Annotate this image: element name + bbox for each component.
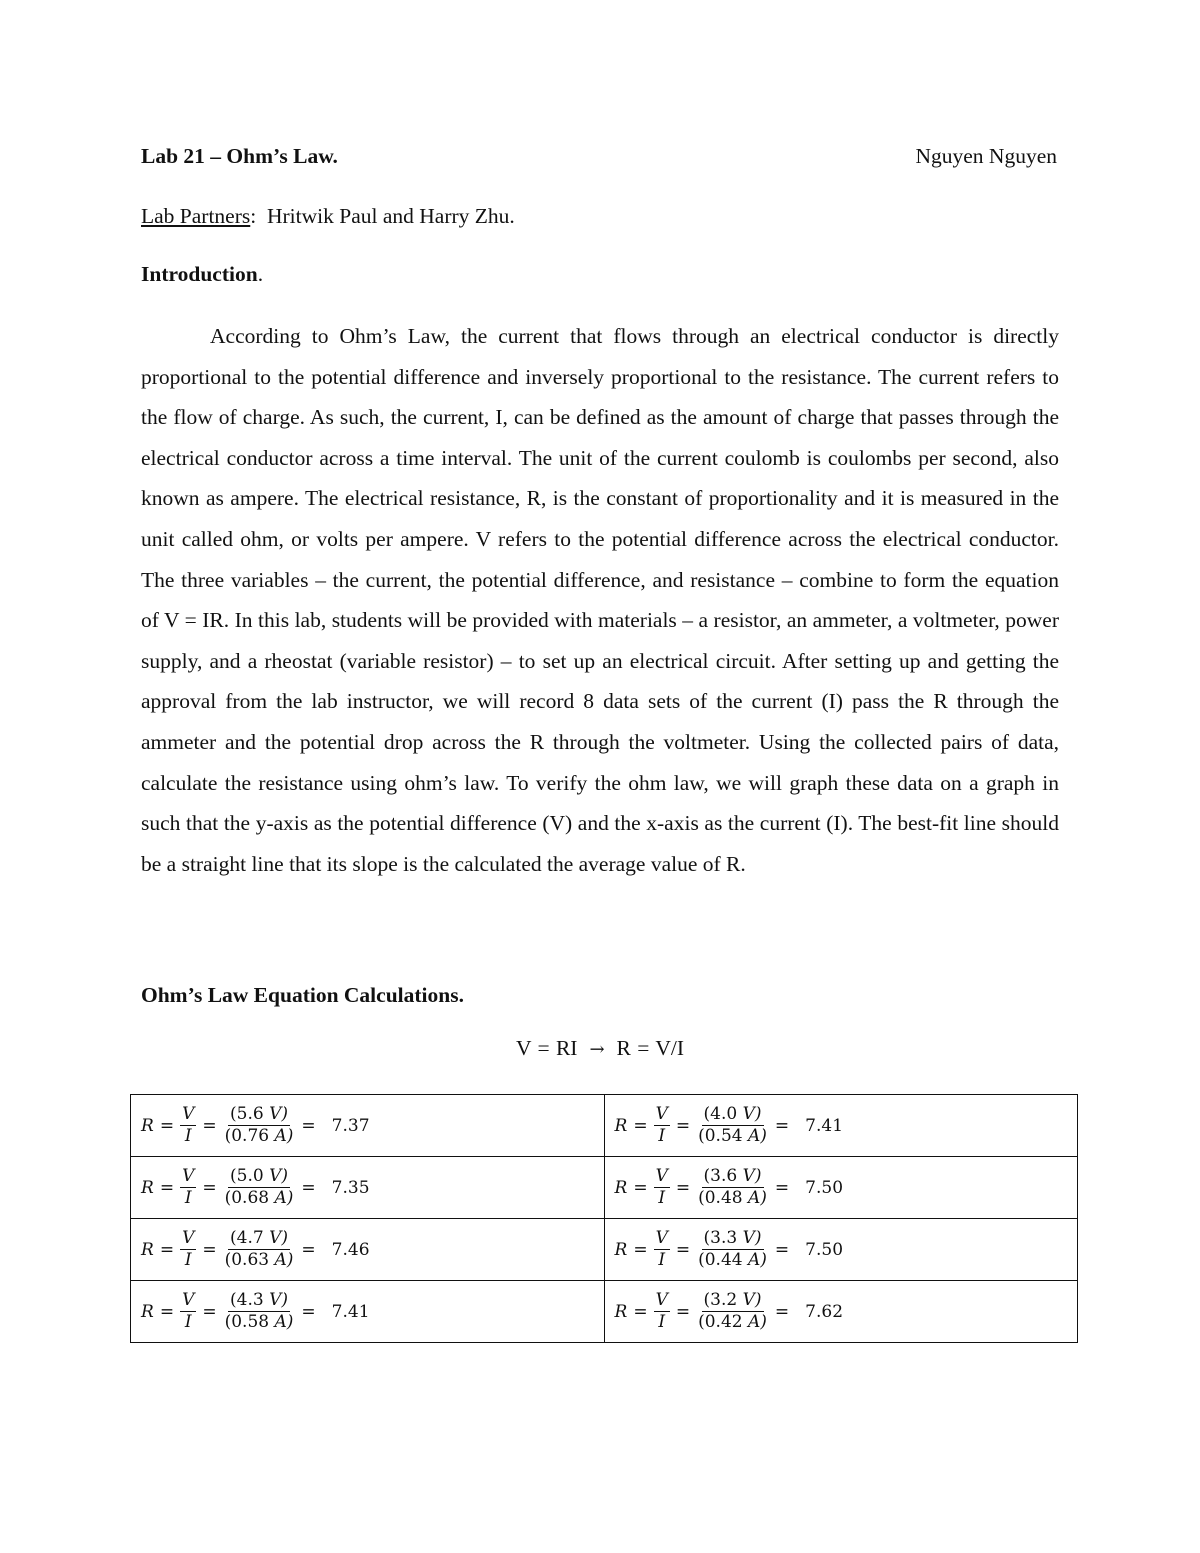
resistance-formula	[141, 1105, 370, 1145]
current-number: (0.48	[698, 1188, 743, 1208]
resistance-formula	[141, 1291, 370, 1331]
author-name: Nguyen Nguyen	[915, 144, 1057, 168]
calculation-cell	[604, 1157, 1078, 1219]
voltage-number: (4.7	[230, 1228, 264, 1249]
introduction-heading-period: .	[257, 262, 264, 286]
symbol-v: V	[655, 1228, 668, 1249]
voltage-unit: V)	[269, 1290, 288, 1311]
symbol-v: V	[655, 1290, 668, 1311]
current-number: (0.58	[224, 1312, 270, 1332]
voltage-unit: V)	[269, 1104, 288, 1125]
voltage-number: (4.3	[230, 1290, 264, 1311]
v-over-i-fraction	[180, 1229, 196, 1269]
equals-sign: =	[774, 1177, 790, 1198]
lab-partners-line	[141, 204, 515, 229]
voltage-unit: V)	[742, 1290, 762, 1311]
current-unit: A)	[274, 1250, 294, 1270]
symbol-r: R	[141, 1301, 154, 1322]
voltage-unit: V)	[742, 1166, 762, 1187]
symbol-v: V	[182, 1166, 195, 1187]
voltage-number: (5.6	[230, 1104, 264, 1125]
equals-sign: =	[633, 1115, 648, 1136]
current-value	[696, 1250, 769, 1270]
current-unit: A)	[747, 1312, 767, 1332]
symbol-i: I	[184, 1126, 192, 1146]
equals-sign: =	[675, 1239, 691, 1260]
calculation-cell	[131, 1281, 605, 1343]
equals-sign: =	[675, 1115, 691, 1136]
resistance-result: 7.41	[331, 1301, 370, 1322]
resistance-formula	[615, 1105, 844, 1145]
symbol-r: R	[614, 1115, 628, 1136]
resistance-result: 7.50	[805, 1239, 844, 1260]
voltage-value	[228, 1229, 290, 1250]
calculation-cell	[604, 1095, 1078, 1157]
equation-right: R = V/I	[616, 1036, 685, 1060]
symbol-i: I	[184, 1250, 192, 1270]
equals-sign: =	[202, 1177, 217, 1198]
voltage-value	[228, 1105, 290, 1126]
symbol-v: V	[182, 1290, 195, 1311]
voltage-unit: V)	[269, 1166, 288, 1187]
current-number: (0.68	[224, 1188, 270, 1208]
resistance-formula	[141, 1167, 370, 1207]
voltage-value	[702, 1105, 764, 1126]
voltage-unit: V)	[269, 1228, 288, 1249]
voltage-value	[228, 1291, 290, 1312]
symbol-r: R	[614, 1177, 628, 1198]
equals-sign: =	[159, 1301, 175, 1322]
resistance-result: 7.37	[331, 1115, 370, 1136]
equals-sign: =	[301, 1239, 316, 1260]
v-over-i-fraction	[180, 1291, 196, 1331]
resistance-result: 7.50	[805, 1177, 844, 1198]
symbol-v: V	[655, 1166, 668, 1187]
equals-sign: =	[774, 1115, 790, 1136]
voltage-number: (3.2	[703, 1290, 738, 1311]
symbol-v: V	[182, 1104, 195, 1125]
symbol-r: R	[614, 1239, 628, 1260]
introduction-heading-line	[141, 262, 263, 287]
equation-left: V = RI	[515, 1036, 578, 1060]
resistance-result: 7.62	[805, 1301, 844, 1322]
symbol-v: V	[182, 1228, 195, 1249]
table-row	[131, 1095, 1078, 1157]
symbol-r: R	[141, 1115, 154, 1136]
equals-sign: =	[301, 1115, 316, 1136]
calculations-heading: Ohm’s Law Equation Calculations.	[141, 983, 464, 1007]
resistance-formula	[615, 1229, 844, 1269]
measured-values-fraction	[696, 1229, 769, 1269]
current-unit: A)	[747, 1250, 767, 1270]
symbol-i: I	[184, 1188, 192, 1208]
ohms-law-equation	[0, 1036, 1200, 1061]
current-unit: A)	[274, 1126, 294, 1146]
v-over-i-fraction	[180, 1167, 196, 1207]
measured-values-fraction	[223, 1291, 296, 1331]
equals-sign: =	[159, 1239, 175, 1260]
symbol-i: I	[658, 1188, 666, 1208]
current-number: (0.76	[224, 1126, 270, 1146]
table-row	[131, 1219, 1078, 1281]
calculation-table-body	[131, 1095, 1078, 1343]
current-value	[223, 1312, 296, 1332]
v-over-i-fraction	[654, 1105, 670, 1145]
equals-sign: =	[633, 1239, 648, 1260]
symbol-r: R	[614, 1301, 628, 1322]
current-unit: A)	[274, 1188, 294, 1208]
voltage-number: (3.6	[703, 1166, 738, 1187]
equals-sign: =	[633, 1301, 648, 1322]
voltage-value	[228, 1167, 290, 1188]
v-over-i-fraction	[654, 1229, 670, 1269]
resistance-formula	[141, 1229, 370, 1269]
lab-partners-names: Hritwik Paul and Harry Zhu.	[267, 204, 515, 228]
current-value	[223, 1188, 296, 1208]
calculation-cell	[131, 1219, 605, 1281]
v-over-i-fraction	[654, 1167, 670, 1207]
voltage-value	[702, 1167, 764, 1188]
symbol-r: R	[141, 1239, 154, 1260]
equals-sign: =	[301, 1301, 316, 1322]
equals-sign: =	[301, 1177, 316, 1198]
voltage-unit: V)	[742, 1104, 762, 1125]
current-unit: A)	[747, 1126, 767, 1146]
current-value	[696, 1188, 769, 1208]
calculation-cell	[604, 1281, 1078, 1343]
voltage-value	[702, 1291, 764, 1312]
voltage-number: (3.3	[703, 1228, 738, 1249]
resistance-calculation-table	[130, 1094, 1078, 1343]
lab-partners-label: Lab Partners	[141, 204, 251, 228]
table-row	[131, 1281, 1078, 1343]
measured-values-fraction	[696, 1167, 769, 1207]
equals-sign: =	[159, 1177, 175, 1198]
v-over-i-fraction	[654, 1291, 670, 1331]
equals-sign: =	[159, 1115, 175, 1136]
equals-sign: =	[202, 1301, 217, 1322]
equals-sign: =	[633, 1177, 648, 1198]
equals-sign: =	[774, 1301, 790, 1322]
resistance-result: 7.35	[331, 1177, 370, 1198]
measured-values-fraction	[223, 1167, 296, 1207]
measured-values-fraction	[223, 1105, 296, 1145]
right-arrow-icon: →	[589, 1039, 605, 1060]
resistance-formula	[615, 1167, 844, 1207]
lab-partners-colon: :	[250, 204, 257, 228]
calculation-cell	[131, 1157, 605, 1219]
symbol-i: I	[184, 1312, 192, 1332]
current-value	[223, 1250, 296, 1270]
symbol-r: R	[141, 1177, 154, 1198]
voltage-number: (4.0	[703, 1104, 738, 1125]
voltage-number: (5.0	[230, 1166, 264, 1187]
current-value	[223, 1126, 296, 1146]
current-number: (0.44	[698, 1250, 743, 1270]
introduction-heading: Introduction	[141, 262, 258, 286]
table-row	[131, 1157, 1078, 1219]
current-value	[696, 1312, 769, 1332]
resistance-result: 7.41	[805, 1115, 844, 1136]
voltage-value	[702, 1229, 764, 1250]
document-header	[141, 144, 1057, 169]
current-number: (0.42	[698, 1312, 743, 1332]
current-value	[696, 1126, 769, 1146]
current-unit: A)	[274, 1312, 294, 1332]
voltage-unit: V)	[742, 1228, 762, 1249]
introduction-paragraph: According to Ohm’s Law, the current that flows through an electrical conductor is directly proportional to the potential difference and inversely proportional to the resistance. The current refers to the flow of charge. As such, the current, I, can be defined as the amount of charge that passes through the electrical conductor across a time interval. The unit of the current coulomb is coulombs per second, also known as ampere. The electrical resistance, R, is the constant of proportionality and it is measured in the unit called ohm, or volts per ampere. V refers to the potential difference across the electrical conductor. The three variables – the current, the potential difference, and resistance – combine to form the equation of V = IR. In this lab, students will be provided with materials – a resistor, an ammeter, a voltmeter, power supply, and a rheostat (variable resistor) – to set up an electrical circuit. After setting up and getting the approval from the lab instructor, we will record 8 data sets of the current (I) pass the R through the ammeter and the potential drop across the R through the voltmeter. Using the collected pairs of data, calculate the resistance using ohm’s law. To verify the ohm law, we will graph these data on a graph in such that the y-axis as the potential difference (V) and the x-axis as the current (I). The best-fit line should be a straight line that its slope is the calculated the average value of R.	[141, 324, 1059, 876]
equals-sign: =	[774, 1239, 790, 1260]
measured-values-fraction	[696, 1105, 769, 1145]
calculation-cell	[131, 1095, 605, 1157]
v-over-i-fraction	[180, 1105, 196, 1145]
equals-sign: =	[675, 1301, 691, 1322]
equals-sign: =	[675, 1177, 691, 1198]
resistance-result: 7.46	[331, 1239, 370, 1260]
symbol-i: I	[658, 1126, 666, 1146]
symbol-i: I	[658, 1250, 666, 1270]
measured-values-fraction	[223, 1229, 296, 1269]
page-title: Lab 21 – Ohm’s Law.	[141, 144, 338, 168]
equals-sign: =	[202, 1239, 217, 1260]
calculation-cell	[604, 1219, 1078, 1281]
resistance-formula	[615, 1291, 844, 1331]
equals-sign: =	[202, 1115, 217, 1136]
current-unit: A)	[747, 1188, 767, 1208]
symbol-v: V	[655, 1104, 668, 1125]
symbol-i: I	[658, 1312, 666, 1332]
measured-values-fraction	[696, 1291, 769, 1331]
current-number: (0.63	[224, 1250, 270, 1270]
current-number: (0.54	[698, 1126, 743, 1146]
